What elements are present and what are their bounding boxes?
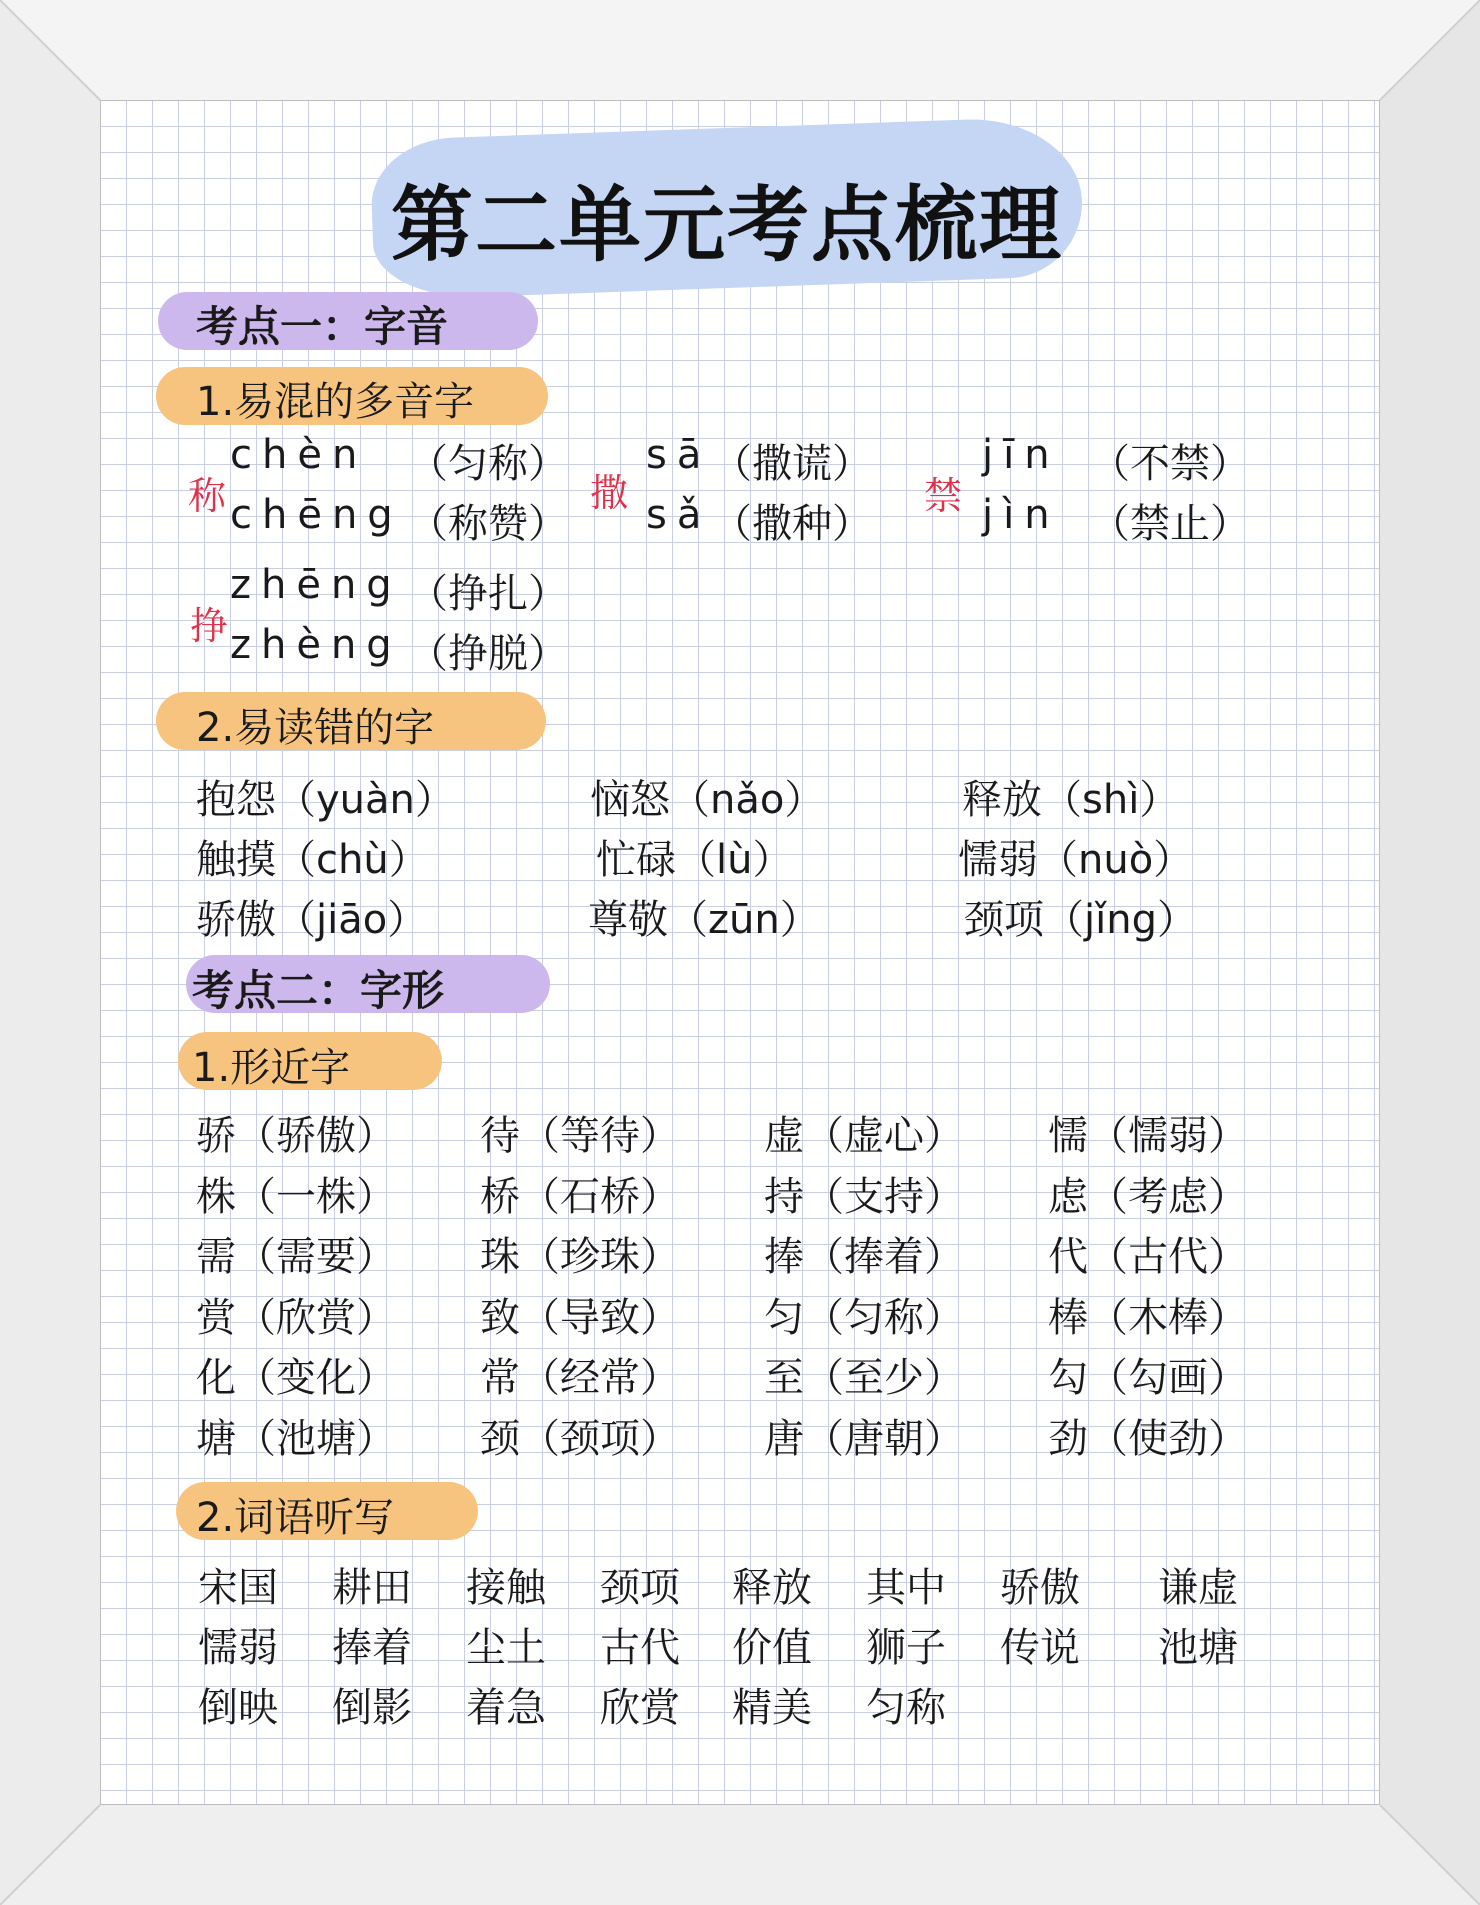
dictation-word: 谦虚 [1158,1565,1238,1611]
misread-item: 忙碌（lù） [596,837,793,883]
sub2-heading: 2.易读错的字 [196,705,435,751]
dictation-word: 匀称 [866,1685,946,1731]
dictation-word: 宋国 [198,1565,278,1611]
pinyin: chēng [230,492,403,538]
similar-char-item: 持（支持） [764,1173,964,1220]
example-word: （不禁） [1090,441,1250,487]
dictation-word: 尘土 [466,1625,546,1671]
misread-item: 颈项（jǐng） [964,897,1197,943]
section2-heading: 考点二：字形 [192,966,445,1015]
similar-char-item: 至（至少） [764,1355,964,1401]
pinyin: sǎ [646,492,712,538]
dictation-word: 颈项 [600,1565,680,1611]
pinyin: zhèng [230,622,402,668]
dictation-word: 耕田 [332,1565,412,1611]
similar-char-item: 虑（考虑） [1048,1173,1248,1220]
dictation-word: 倒影 [332,1685,412,1731]
dictation-word: 古代 [600,1625,680,1671]
dictation-word: 接触 [466,1565,546,1611]
sub3-heading: 1.形近字 [192,1045,351,1091]
example-word: （称赞） [408,501,568,547]
similar-char-item: 赏（欣赏） [196,1294,396,1341]
dictation-word: 精美 [732,1685,812,1731]
dictation-word: 传说 [1000,1625,1080,1671]
grid-paper [100,100,1380,1805]
polyphone-char: 禁 [924,474,963,518]
example-word: （匀称） [408,441,568,487]
dictation-word: 捧着 [332,1625,412,1671]
pinyin: chèn [230,432,368,478]
dictation-word: 其中 [866,1565,946,1611]
misread-item: 懦弱（nuò） [958,837,1194,883]
polyphone-char: 撒 [590,471,629,515]
similar-char-item: 化（变化） [196,1355,396,1401]
misread-item: 恼怒（nǎo） [590,777,825,823]
pinyin: jīn [982,432,1060,478]
similar-char-item: 颈（颈项） [480,1415,680,1462]
similar-char-item: 株（一株） [196,1173,396,1220]
misread-item: 尊敬（zūn） [588,897,820,943]
misread-item: 骄傲（jiāo） [196,897,428,943]
similar-char-item: 待（等待） [480,1113,680,1159]
example-word: （撒谎） [712,441,872,487]
dictation-word: 池塘 [1158,1625,1238,1671]
polyphone-char: 称 [188,474,227,518]
similar-char-item: 骄（骄傲） [196,1113,396,1159]
polyphone-char: 挣 [190,604,229,648]
misread-item: 抱怨（yuàn） [196,777,455,823]
similar-char-item: 懦（懦弱） [1048,1113,1248,1159]
dictation-word: 倒映 [198,1685,278,1731]
similar-char-item: 捧（捧着） [764,1234,964,1280]
similar-char-item: 唐（唐朝） [764,1415,964,1462]
page-title: 第二单元考点梳理 [390,178,1063,273]
similar-char-item: 匀（匀称） [764,1294,964,1341]
pinyin: zhēng [230,562,402,608]
similar-char-item: 致（导致） [480,1294,680,1341]
misread-item: 触摸（chù） [196,837,429,883]
similar-char-item: 桥（石桥） [480,1173,680,1220]
example-word: （挣脱） [408,631,568,677]
dictation-word: 着急 [466,1685,546,1731]
similar-char-item: 需（需要） [196,1234,396,1280]
pinyin: sā [646,432,712,478]
similar-char-item: 勾（勾画） [1048,1355,1248,1401]
example-word: （挣扎） [408,571,568,617]
example-word: （禁止） [1090,501,1250,547]
similar-char-item: 常（经常） [480,1355,680,1401]
dictation-word: 骄傲 [1000,1565,1080,1611]
section1-heading: 考点一：字音 [196,302,449,351]
similar-char-item: 棒（木棒） [1048,1294,1248,1341]
dictation-word: 狮子 [866,1625,946,1671]
pinyin: jìn [982,492,1060,538]
dictation-word: 懦弱 [198,1625,278,1671]
similar-char-item: 劲（使劲） [1048,1415,1248,1462]
dictation-word: 价值 [732,1625,812,1671]
similar-char-item: 虚（虚心） [764,1113,964,1159]
similar-char-item: 塘（池塘） [196,1415,396,1462]
misread-item: 释放（shì） [962,777,1180,823]
sub4-heading: 2.词语听写 [196,1495,395,1541]
dictation-word: 释放 [732,1565,812,1611]
dictation-word: 欣赏 [600,1685,680,1731]
sub1-heading: 1.易混的多音字 [196,379,475,425]
similar-char-item: 代（古代） [1048,1234,1248,1280]
example-word: （撒种） [712,501,872,547]
similar-char-item: 珠（珍珠） [480,1234,680,1280]
